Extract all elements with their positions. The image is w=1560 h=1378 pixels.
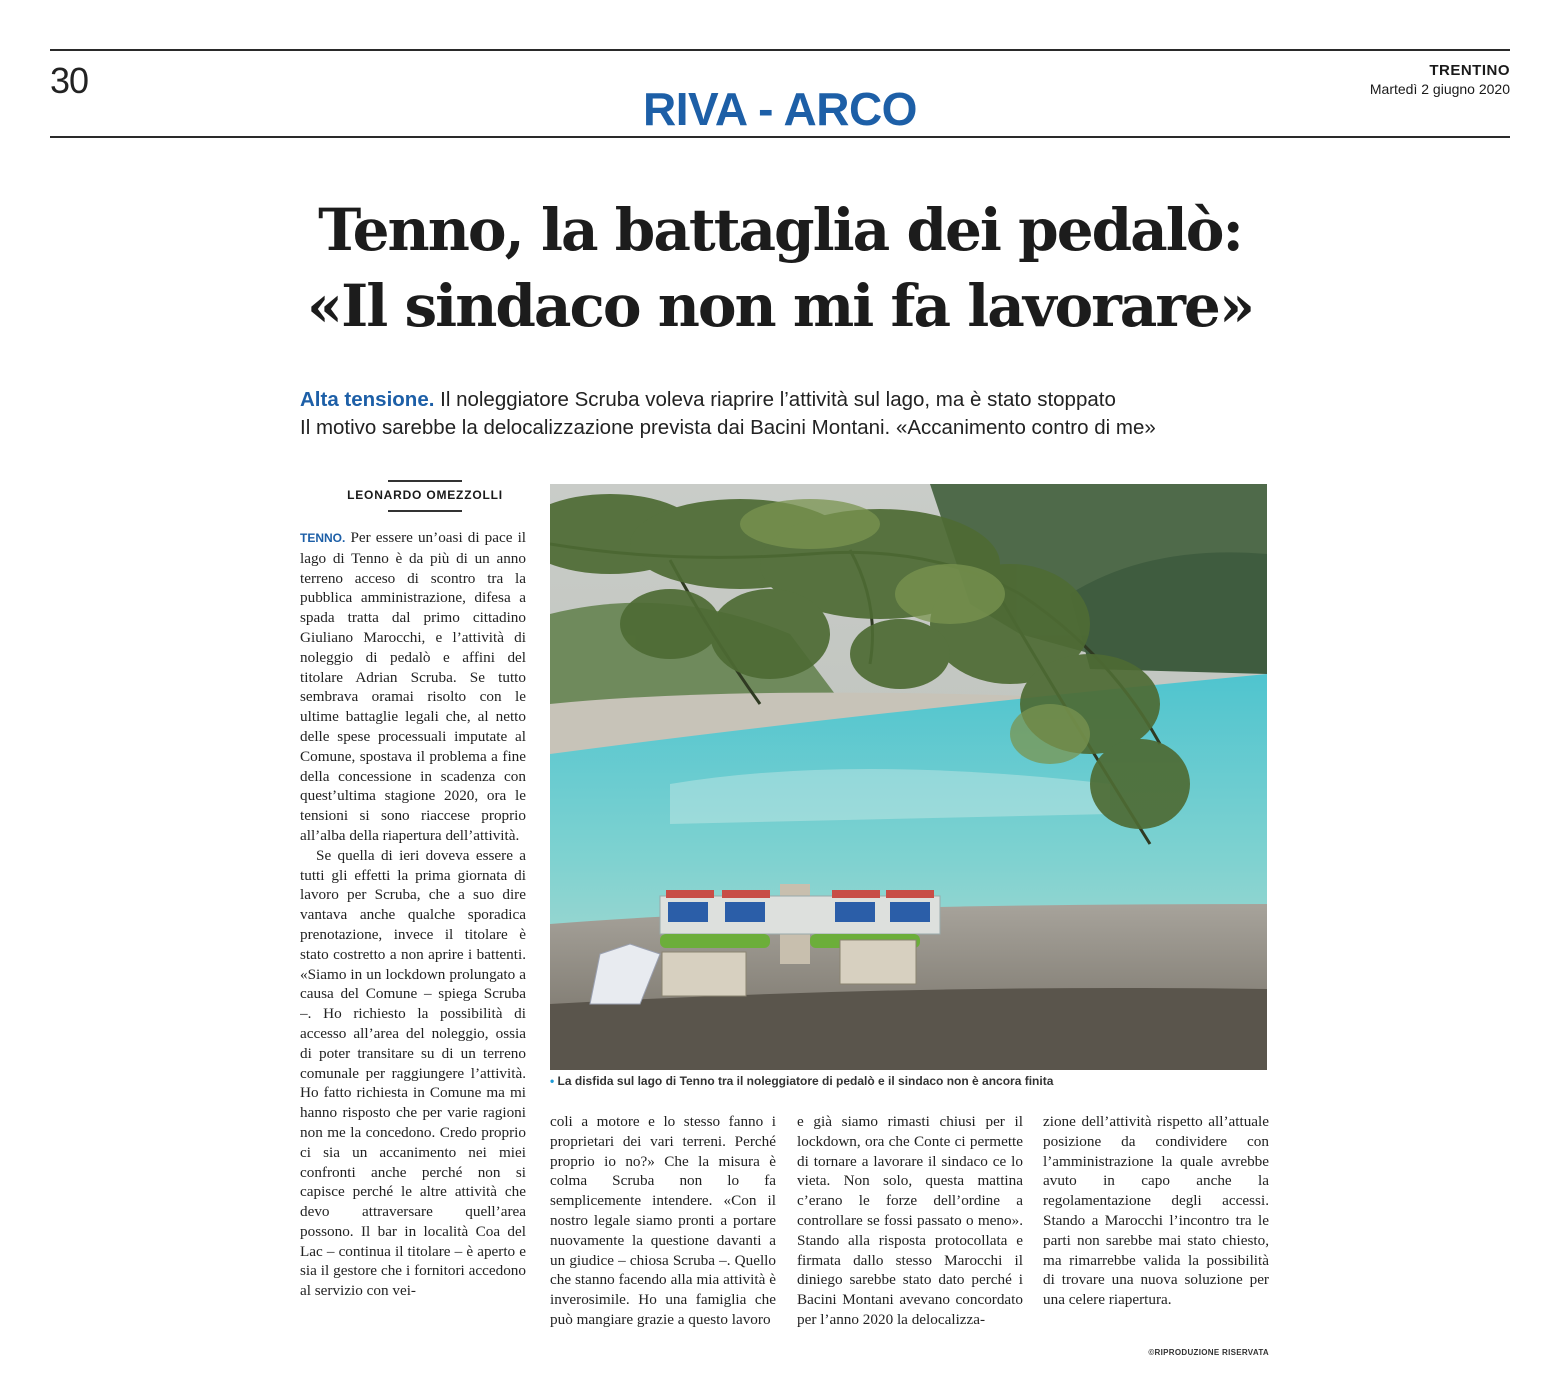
byline: LEONARDO OMEZZOLLI	[347, 488, 503, 502]
header-rule-bottom	[50, 136, 1510, 138]
copyright-notice: ©RIPRODUZIONE RISERVATA	[1148, 1348, 1269, 1357]
page-number: 30	[50, 60, 89, 101]
lake-photo	[550, 484, 1267, 1070]
photo-caption	[550, 1074, 1053, 1088]
dateline: TENNO.	[300, 531, 346, 545]
caption-bullet-icon: •	[550, 1074, 558, 1088]
headline-line-1: Tenno, la battaglia dei pedalò:	[318, 196, 1242, 264]
column-1-paragraph-1: Per essere un’oasi di pace il lago di Tenno è da più di un anno terreno acceso di scontro tra la pubblica amministrazione, difesa a spada tratta dal primo cittadino Giuliano Marocchi, e l’attività di noleggio di pedalò e affini del titolare Adrian Scruba. Se tutto sembrava oramai risolto con le ultime battaglie legali che, al netto delle spese processuali imputate al Comune, spostava il problema a fine della concessione in scadenza con quest’ultima stagione 2020, ora le tensioni si sono riaccese proprio all’alba della riapertura dell’attività.	[300, 529, 526, 844]
subheadline	[300, 386, 1300, 442]
photo-caption-text: La disfida sul lago di Tenno tra il noleggiatore di pedalò e il sindaco non è ancora finita	[557, 1074, 1054, 1088]
column-2-text: coli a motore e lo stesso fanno i proprietari dei vari terreni. Perché proprio io no?» Che la misura è colma Scruba non lo fa semplicemente intendere. «Con il nostro legale siamo pronti a portare nuovamente la questione davanti a un giudice – chiosa Scruba –. Quello che stanno facendo alla mia attività è inverosimile. Ho una famiglia che può mangiare grazie a questo lavoro	[550, 1113, 776, 1328]
article-column-3	[797, 1112, 1023, 1330]
column-1-paragraph-2: Se quella di ieri doveva essere a tutti gli effetti la prima giornata di lavoro per Scruba, che a suo dire vantava anche qualche sporadica prenotazione, invece il titolare è stato costretto a non aprire i battenti. «Siamo in un lockdown prolungato a causa del Comune – spiega Scruba –. Ho richiesto la possibilità di accesso all’area del noleggio, ossia di poter transitare su di un terreno comunale per raggiungere l’attività. Ho fatto richiesta in Comune ma mi hanno risposto che per varie ragioni non me la concedono. Credo proprio ci sia un accanimento nei miei confronti anche perché non si capisce perché le altre attività che devo attraversare quell’area possono. Il bar in località Coa del Lac – continua il titolare – è aperto e sia il gestore che i fornitori accedono al servizio con vei-	[300, 846, 526, 1300]
article-column-1	[300, 528, 526, 1358]
headline-line-2: «Il sindaco non mi fa lavorare»	[306, 272, 1254, 340]
paper-name: TRENTINO	[1429, 62, 1510, 79]
paper-date: Martedì 2 giugno 2020	[1369, 81, 1510, 97]
lake-photo-illustration	[550, 484, 1267, 1070]
article-column-2	[550, 1112, 776, 1330]
headline	[240, 192, 1320, 344]
byline-rule-bottom	[388, 510, 462, 512]
article-column-4	[1043, 1112, 1269, 1310]
subhead-kicker: Alta tensione.	[300, 388, 435, 411]
subhead-line-1: Il noleggiatore Scruba voleva riaprire l’attività sul lago, ma è stato stoppato	[440, 388, 1116, 411]
byline-block	[300, 480, 550, 512]
section-title: RIVA - ARCO	[643, 83, 917, 135]
column-3-text: e già siamo rimasti chiusi per il lockdown, ora che Conte ci permette di tornare a lavorare il sindaco ce lo vieta. Non solo, questa mattina c’erano le forze dell’ordine a controllare se fossi passato o meno». Stando alla risposta protocollata e firmata dallo stesso Marocchi il diniego sarebbe stato dato perché i Bacini Montani avevano concordato per l’anno 2020 la delocalizza-	[797, 1113, 1023, 1328]
subhead-line-2: Il motivo sarebbe la delocalizzazione prevista dai Bacini Montani. «Accanimento contro di me»	[300, 416, 1156, 439]
column-4-text: zione dell’attività rispetto all’attuale posizione da condividere con l’amministrazione la quale avrebbe avuto in capo anche la regolamentazione degli accessi. Stando a Marocchi l’incontro tra le parti non sarebbe mai stato chiesto, ma rimarrebbe valida la possibilità di trovare una nuova soluzione per una celere riapertura.	[1043, 1113, 1269, 1309]
masthead	[1370, 62, 1510, 97]
header-rule-top	[50, 49, 1510, 51]
